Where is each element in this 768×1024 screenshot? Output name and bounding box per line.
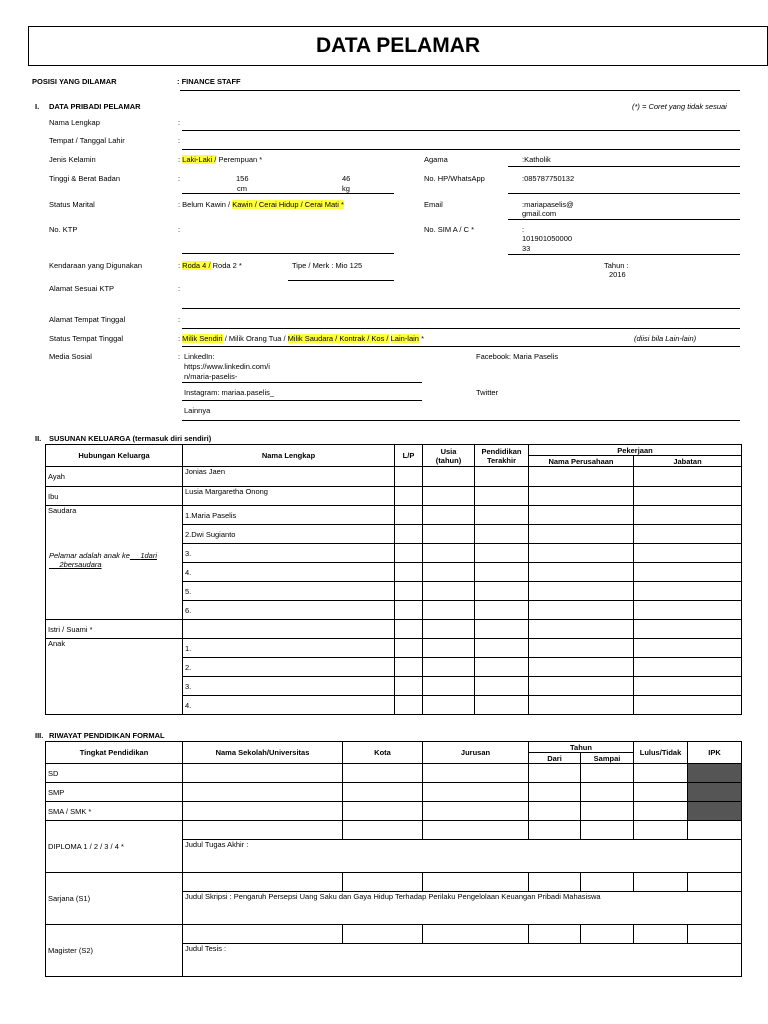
label-medsos: Media Sosial [49, 352, 92, 361]
section1-num: I. [35, 102, 40, 111]
facebook: Facebook: Maria Paselis [476, 352, 559, 361]
section2-heading: SUSUNAN KELUARGA (termasuk diri sendiri) [49, 434, 212, 443]
col-lulus: Lulus/Tidak [634, 742, 688, 764]
st-selected-1: Milik Sendiri [182, 334, 223, 343]
tipe-merk: Tipe / Merk : Mio 125 [292, 261, 363, 270]
col-ipk: IPK [688, 742, 742, 764]
section3-num: III. [35, 731, 44, 740]
st-options-c: * [418, 334, 424, 343]
agama-value: :Katholik [522, 155, 551, 164]
saudara-3[interactable]: 3. [183, 544, 395, 563]
anak-1[interactable]: 1. [183, 639, 395, 658]
section1-heading: DATA PRIBADI PELAMAR [49, 102, 141, 111]
label-ttl: Tempat / Tanggal Lahir [49, 136, 125, 145]
col-kota: Kota [343, 742, 423, 764]
ayah-nama[interactable]: Jonias Jaen [183, 467, 395, 487]
st-selected-3: Lain-lain [390, 334, 419, 343]
row-sma: SMA / SMK * [46, 802, 183, 821]
input-nama-line[interactable] [182, 130, 740, 131]
col-pekerjaan: Pekerjaan [529, 445, 742, 456]
row-anak: Anak [46, 639, 183, 715]
page-title: DATA PELAMAR [28, 26, 768, 66]
col-lp: L/P [395, 445, 423, 467]
col-perusahaan: Nama Perusahaan [529, 456, 634, 467]
label-alamat-ktp: Alamat Sesuai KTP [49, 284, 115, 293]
jk-selected: Laki-Laki / [182, 155, 217, 164]
anak-3[interactable]: 3. [183, 677, 395, 696]
linkedin-url-1[interactable]: https://www.linkedin.com/i [184, 362, 270, 371]
label-status-marital: Status Marital [49, 200, 95, 209]
ibu-nama[interactable]: Lusia Margaretha Onong [183, 487, 395, 506]
row-smp: SMP [46, 783, 183, 802]
label-sim: No. SIM A / C * [424, 225, 475, 234]
row-diploma: DIPLOMA 1 / 2 / 3 / 4 * [46, 821, 183, 873]
berat-unit: kg [342, 184, 350, 193]
instagram: Instagram: mariaa.paselis_ [184, 388, 275, 397]
col-usia: Usia (tahun) [423, 445, 475, 467]
label-jk: Jenis Kelamin [49, 155, 96, 164]
berat-value: 46 [342, 174, 351, 183]
col-hubungan: Hubungan Keluarga [46, 445, 183, 467]
input-alamat-tinggal-line[interactable] [182, 328, 740, 329]
email-value-2: gmail.com [522, 209, 557, 218]
col-nama: Nama Lengkap [183, 445, 395, 467]
col-dari: Dari [529, 753, 581, 764]
sim-value-2: 101901050000 [522, 234, 573, 243]
label-alamat-tinggal: Alamat Tempat Tinggal [49, 315, 126, 324]
col-sampai: Sampai [581, 753, 634, 764]
row-ibu: Ibu [46, 487, 183, 506]
col-sekolah: Nama Sekolah/Universitas [183, 742, 343, 764]
sim-value-3: 33 [522, 244, 531, 253]
judul-skripsi[interactable]: Judul Skripsi : Pengaruh Persepsi Uang Saku dan Gaya Hidup Terhadap Perilaku Pengelolaan Keuangan Pribadi Mahasiswa [183, 892, 742, 925]
ipk-disabled [688, 802, 742, 821]
tahun-value: 2016 [609, 270, 626, 279]
input-ttl-line[interactable] [182, 149, 740, 150]
col-jurusan: Jurusan [423, 742, 529, 764]
row-saudara [46, 506, 183, 620]
col-jabatan: Jabatan [634, 456, 742, 467]
saudara-5[interactable]: 5. [183, 582, 395, 601]
anak-4[interactable]: 4. [183, 696, 395, 715]
ipk-disabled [688, 783, 742, 802]
saudara-label: Saudara [48, 506, 77, 515]
saudara-2[interactable]: 2.Dwi Sugianto [183, 525, 395, 544]
judul-tugas-akhir[interactable]: Judul Tugas Akhir : [183, 840, 742, 873]
linkedin-url-2[interactable]: n/maria-paselis- [184, 372, 238, 381]
row-sd: SD [46, 764, 183, 783]
sm-options: Belum Kawin / [182, 200, 233, 209]
email-value-1: :mariapaselis@ [522, 200, 574, 209]
row-ayah: Ayah [46, 467, 183, 487]
st-note: (diisi bila Lain-lain) [634, 334, 697, 343]
keluarga-table [45, 444, 742, 715]
st-selected-2: Milik Saudara / Kontrak / Kos / [287, 334, 389, 343]
input-alamat-ktp-line[interactable] [182, 308, 740, 309]
label-tb: Tinggi & Berat Badan [49, 174, 121, 183]
posisi-label: POSISI YANG DILAMAR [32, 77, 117, 86]
kendaraan-selected: Roda 4 / [182, 261, 211, 270]
tinggi-value: 156 [236, 174, 249, 183]
judul-tesis[interactable]: Judul Tesis : [183, 944, 742, 977]
hp-value: :085787750132 [522, 174, 575, 183]
label-hp: No. HP/WhatsApp [424, 174, 485, 183]
posisi-value: : FINANCE STAFF [177, 77, 241, 86]
saudara-4[interactable]: 4. [183, 563, 395, 582]
col-tingkat: Tingkat Pendidikan [46, 742, 183, 764]
col-tahun: Tahun [529, 742, 634, 753]
col-pendidikan: Pendidikan Terakhir [475, 445, 529, 467]
label-kendaraan: Kendaraan yang Digunakan [49, 261, 142, 270]
linkedin-label: LinkedIn: [184, 352, 215, 361]
saudara-1[interactable]: 1.Maria Paselis [183, 506, 395, 525]
lainnya: Lainnya [184, 406, 211, 415]
section2-num: II. [35, 434, 42, 443]
ipk-disabled [688, 764, 742, 783]
label-agama: Agama [424, 155, 448, 164]
label-nama: Nama Lengkap [49, 118, 100, 127]
pendidikan-table [45, 741, 742, 977]
sm-selected: Kawin / Cerai Hidup / Cerai Mati * [232, 200, 344, 209]
anak-2[interactable]: 2. [183, 658, 395, 677]
kendaraan-options: Roda 2 * [210, 261, 242, 270]
twitter: Twitter [476, 388, 499, 397]
row-sarjana: Sarjana (S1) [46, 873, 183, 925]
st-options-a: / Milik Orang Tua / [222, 334, 288, 343]
label-email: Email [424, 200, 443, 209]
input-ktp-line[interactable] [182, 253, 394, 254]
tinggi-unit: cm [237, 184, 247, 193]
label-status-tinggal: Status Tempat Tinggal [49, 334, 124, 343]
row-magister: Magister (S2) [46, 925, 183, 977]
row-istri: Istri / Suami * [46, 620, 183, 639]
jk-options: Perempuan * [216, 155, 263, 164]
section3-heading: RIWAYAT PENDIDIKAN FORMAL [49, 731, 165, 740]
tahun-label: Tahun : [604, 261, 629, 270]
section1-note: (*) = Coret yang tidak sesuai [632, 102, 727, 111]
saudara-6[interactable]: 6. [183, 601, 395, 620]
anak-ke-note: Pelamar adalah anak ke 1dari 2bersaudara [49, 551, 157, 569]
label-ktp: No. KTP [49, 225, 78, 234]
sim-value-1: : [522, 225, 525, 234]
